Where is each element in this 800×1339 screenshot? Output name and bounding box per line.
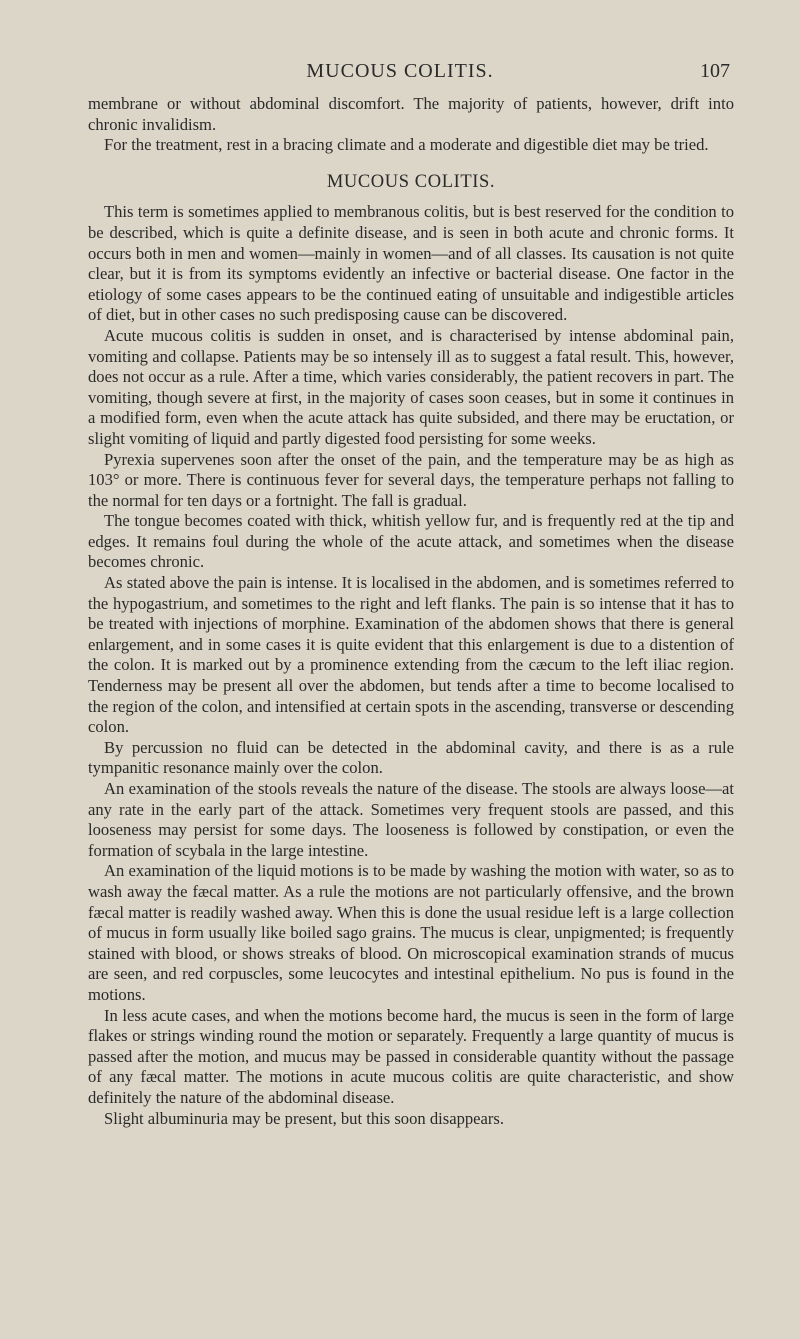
- paragraph: The tongue becomes coated with thick, whitish yellow fur, and is frequently red at the tip and edges. It remains foul during the whole of the acute attack, and sometimes when the disease becomes chronic.: [88, 511, 734, 572]
- page-number: 107: [700, 60, 730, 82]
- paragraph: An examination of the stools reveals the nature of the disease. The stools are always loose—at any rate in the early part of the attack. Sometimes very frequent stools are passed, and this looseness may persist for some days. The looseness is followed by constipation, or even the formation of scybala in the large intestine.: [88, 779, 734, 860]
- paragraph: Acute mucous colitis is sudden in onset, and is characterised by intense abdominal pain, vomiting and collapse. Patients may be so intensely ill as to suggest a fatal result. This, however, does not occur as a rule. After a time, which varies considerably, the patient recovers in part. The vomiting, though severe at first, in the majority of cases soon ceases, but in some it continues in a modified form, even when the acute attack has quite subsided, and there may be eructation, or slight vomiting of liquid and partly digested food persisting for some weeks.: [88, 325, 734, 448]
- paragraph: Pyrexia supervenes soon after the onset of the pain, and the temperature may be as high as 103° or more. There is continuous fever for several days, the temperature perhaps not falling to the normal for ten days or a fortnight. The fall is gradual.: [88, 449, 734, 510]
- paragraph: By percussion no fluid can be detected in the abdominal cavity, and there is as a rule tympanitic resonance mainly over the colon.: [88, 737, 734, 778]
- paragraph-continued: membrane or without abdominal discomfort. The majority of patients, however, drift into chronic invalidism.: [88, 94, 734, 134]
- body-text: [88, 94, 734, 1129]
- paragraph: Slight albuminuria may be present, but this soon disappears.: [104, 1108, 505, 1128]
- running-head: MUCOUS COLITIS.: [306, 60, 494, 82]
- page-header: [0, 60, 800, 90]
- paragraph: This term is sometimes applied to membranous colitis, but is best reserved for the condition to be described, which is quite a definite disease, and is seen in both acute and chronic forms. It occurs both in men and women—mainly in women—and of all classes. Its causation is not quite clear, but it is from its symptoms evidently an infective or bacterial disease. One factor in the etiology of some cases appears to be the continued eating of unsuitable and indigestible articles of diet, but in other cases no such predisposing cause can be discovered.: [88, 202, 734, 325]
- paragraph-treatment: For the treatment, rest in a bracing climate and a moderate and digestible diet may be tried.: [104, 135, 709, 155]
- paragraph: An examination of the liquid motions is to be made by washing the motion with water, so as to wash away the fæcal matter. As a rule the motions are not particularly offensive, and the brown fæcal matter is readily washed away. When this is done the usual residue left is a large collection of mucus in form usually like boiled sago grains. The mucus is clear, unpigmented; is frequently stained with blood, or shows streaks of blood. On microscopical examination strands of mucus are seen, and red corpuscles, some leucocytes and intestinal epithelium. No pus is found in the motions.: [88, 861, 734, 1004]
- section-title: MUCOUS COLITIS.: [326, 171, 496, 192]
- paragraph: In less acute cases, and when the motions become hard, the mucus is seen in the form of large flakes or strings winding round the motion or separately. Frequently a large quantity of mucus is passed after the motion, and mucus may be passed in considerable quantity without the passage of any fæcal matter. The motions in acute mucous colitis are quite characteristic, and show definitely the nature of the abdominal disease.: [88, 1005, 734, 1107]
- paragraph: As stated above the pain is intense. It is localised in the abdomen, and is sometimes referred to the hypogastrium, and sometimes to the right and left flanks. The pain is so intense that it has to be treated with injections of morphine. Examination of the abdomen shows that there is general enlargement, and in some cases it is quite evident that this enlargement is due to a distention of the colon. It is marked out by a prominence extending from the cæcum to the left iliac region. Tenderness may be present all over the abdomen, but tends after a time to become localised to the region of the colon, and intensified at certain spots in the ascending, transverse or descending colon.: [88, 573, 734, 737]
